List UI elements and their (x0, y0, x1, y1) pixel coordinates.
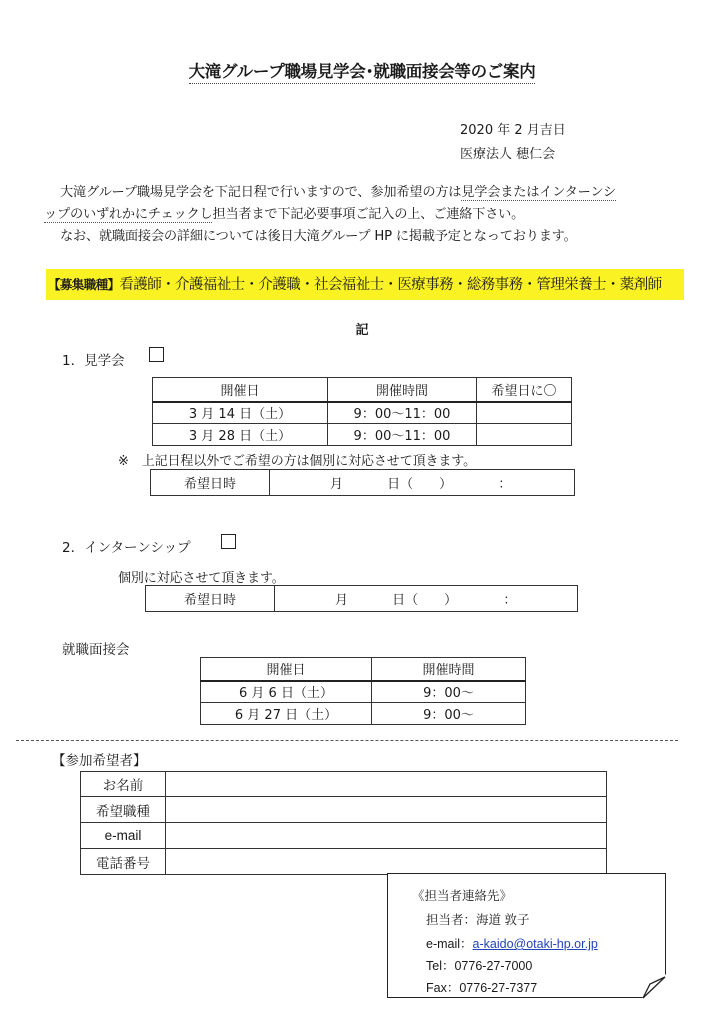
field-label: 希望職種 (81, 797, 166, 823)
contact-heading: 《担当者連絡先》 (412, 889, 513, 903)
tour-checkbox[interactable] (149, 347, 164, 362)
table-row (151, 470, 575, 496)
document-title: 大滝グループ職場見学会･就職面接会等のご案内 (0, 58, 724, 82)
tour-time: 9：00〜11：00 (328, 402, 477, 424)
name-input[interactable] (166, 776, 610, 793)
internship-preferred-input[interactable]: 月 日（ ） ： (275, 586, 578, 612)
name-field[interactable] (166, 772, 607, 797)
contact-fax: Fax：0776-27-7377 (426, 981, 538, 995)
interview-date: 6 月 6 日（土） (201, 681, 372, 703)
internship-checkbox[interactable] (221, 534, 236, 549)
table-row (201, 703, 526, 725)
organization-name: 医療法人 穂仁会 (460, 147, 556, 162)
tour-time: 9：00〜11：00 (328, 424, 477, 446)
preferred-label: 希望日時 (146, 586, 275, 612)
field-label: 電話番号 (81, 849, 166, 875)
field-label: e-mail (81, 823, 166, 849)
tour-mark-cell[interactable] (477, 424, 572, 446)
tour-section-label: 1．見学会 (62, 353, 125, 369)
column-header: 開催日 (201, 658, 372, 681)
recruitment-banner (46, 269, 684, 300)
contact-email-link[interactable]: a-kaido@otaki-hp.or.jp (472, 937, 598, 951)
column-header: 開催時間 (372, 658, 526, 681)
intro-line-1: 大滝グループ職場見学会を下記日程で行いますので、参加希望の方は見学会またはインターンシ (60, 185, 617, 200)
form-row (81, 772, 607, 797)
column-header: 希望日に〇 (477, 378, 572, 402)
contact-tel: Tel：0776-27-7000 (426, 959, 533, 973)
phone-field[interactable] (166, 849, 607, 875)
table-row (146, 586, 578, 612)
column-header: 開催日 (153, 378, 328, 402)
tour-preferred-input[interactable]: 月 日（ ） ： (270, 470, 575, 496)
cut-line-divider (16, 740, 678, 741)
contact-person: 担当者：海道 敦子 (426, 913, 530, 927)
recruitment-jobs: 看護師・介護福祉士・介護職・社会福祉士・医療事務・総務事務・管理栄養士・薬剤師 (119, 277, 662, 293)
tour-date: 3 月 28 日（土） (153, 424, 328, 446)
participant-form-table (80, 771, 607, 875)
interview-date: 6 月 27 日（土） (201, 703, 372, 725)
table-row (153, 402, 572, 424)
tour-note: ※ 上記日程以外でご希望の方は個別に対応させて頂きます。 (118, 454, 477, 469)
tour-schedule-table (152, 377, 572, 446)
job-type-input[interactable] (166, 801, 610, 818)
participant-heading: 【参加希望者】 (52, 753, 147, 769)
email-input[interactable] (166, 827, 610, 844)
contact-email-line: e-mail：a-kaido@otaki-hp.or.jp (426, 937, 598, 951)
internship-section-label: 2．インターンシップ (62, 540, 191, 556)
table-header-row (201, 658, 526, 681)
recruitment-tag: 【募集職種】 (48, 277, 120, 292)
preferred-label: 希望日時 (151, 470, 270, 496)
table-row (153, 424, 572, 446)
tour-mark-cell[interactable] (477, 402, 572, 424)
intro-line-2: ップのいずれかにチェックし担当者まで下記必要事項ご記入の上、ご連絡下さい。 (44, 207, 525, 222)
interview-section-label: 就職面接会 (62, 642, 130, 658)
table-row (201, 681, 526, 703)
column-header: 開催時間 (328, 378, 477, 402)
form-row (81, 849, 607, 875)
form-row (81, 823, 607, 849)
interview-schedule-table (200, 657, 526, 725)
field-label: お名前 (81, 772, 166, 797)
tour-date: 3 月 14 日（土） (153, 402, 328, 424)
ki-heading: 記 (355, 323, 369, 338)
internship-preferred-table (145, 585, 578, 612)
job-type-field[interactable] (166, 797, 607, 823)
email-field[interactable] (166, 823, 607, 849)
page-curl-icon (641, 973, 667, 999)
document-date: 2020 年 2 月吉日 (460, 123, 566, 138)
interview-time: 9：00〜 (372, 703, 526, 725)
contact-box (387, 873, 666, 998)
tour-preferred-table (150, 469, 575, 496)
form-row (81, 797, 607, 823)
table-header-row (153, 378, 572, 402)
interview-time: 9：00〜 (372, 681, 526, 703)
intro-line-3: なお、就職面接会の詳細については後日大滝グループ HP に掲載予定となっております。 (60, 229, 577, 244)
internship-note: 個別に対応させて頂きます。 (118, 571, 285, 586)
phone-input[interactable] (166, 853, 610, 870)
